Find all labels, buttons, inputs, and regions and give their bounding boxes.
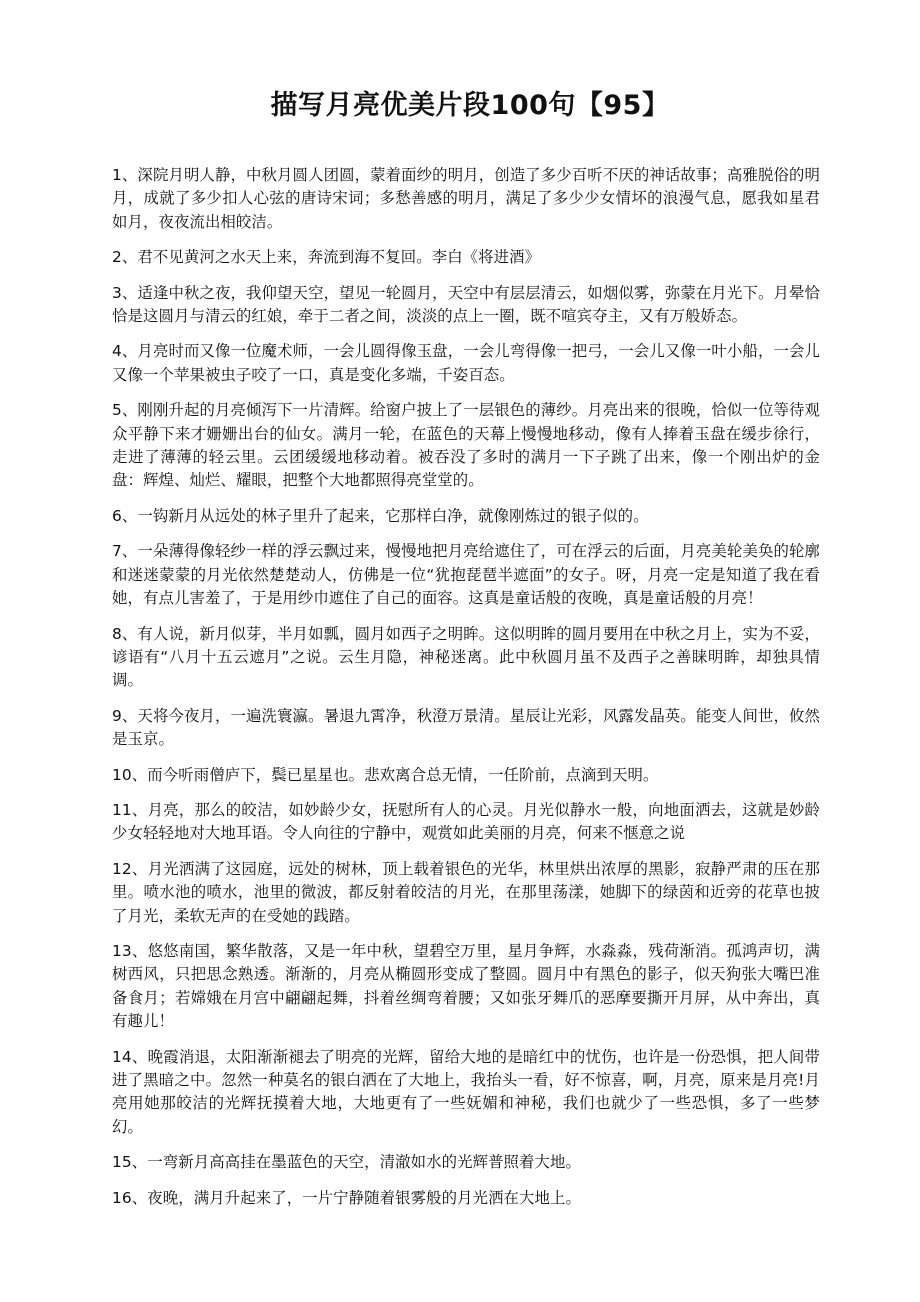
paragraph-12: 12、月光洒满了这园庭，远处的树林，顶上载着银色的光华，林里烘出浓厚的黑影，寂静严肃的压在那里。喷水池的喷水，池里的微波，都反射着皎洁的月光，在那里荡漾，她脚下的绿茵和近旁的花草也披了月光，柔软无声的在受她的践踏。	[112, 859, 820, 925]
paragraph-16: 16、夜晚，满月升起来了，一片宁静随着银雾般的月光洒在大地上。	[112, 1188, 582, 1207]
paragraph-6: 6、一钩新月从远处的林子里升了起来，它那样白净，就像刚炼过的银子似的。	[112, 506, 649, 525]
paragraph-3: 3、适逢中秋之夜，我仰望天空，望见一轮圆月，天空中有层层清云，如烟似雾，弥蒙在月光下。月晕恰恰是这圆月与清云的红娘，牵于二者之间，淡淡的点上一圈，既不喧宾夺主，又有万般娇态。	[112, 283, 820, 326]
paragraph-1: 1、深院月明人静，中秋月圆人团圆，蒙着面纱的明月，创造了多少百听不厌的神话故事；高雅脱俗的明月，成就了多少扣人心弦的唐诗宋词；多愁善感的明月，满足了多少少女情坏的浪漫气息，愿我如星君如月，夜夜流出相皎洁。	[112, 166, 820, 231]
paragraph-2: 2、君不见黄河之水天上来，奔流到海不复回。李白《将进酒》	[112, 248, 541, 267]
paragraph-4: 4、月亮时而又像一位魔术师，一会儿圆得像玉盘，一会儿弯得像一把弓，一会儿又像一叶小船，一会儿又像一个苹果被虫子咬了一口，真是变化多端，千姿百态。	[112, 342, 820, 384]
paragraph-9: 9、天将今夜月，一遍洗寰瀛。暑退九霄净，秋澄万景清。星辰让光彩，风露发晶英。能变人间世，攸然是玉京。	[112, 706, 820, 749]
document-title: 描写月亮优美片段100句【95】	[270, 90, 670, 121]
paragraph-10: 10、而今听雨僧庐下，鬓已星星也。悲欢离合总无情，一任阶前，点滴到天明。	[112, 765, 659, 784]
paragraph-8: 8、有人说，新月似芽，半月如瓢，圆月如西子之明眸。这似明眸的圆月要用在中秋之月上，实为不妥，谚语有“八月十五云遮月”之说。云生月隐，神秘迷离。此中秋圆月虽不及西子之善睐明眸，却独具情调。	[112, 624, 820, 690]
paragraph-13: 13、悠悠南国，繁华散落，又是一年中秋，望碧空万里，星月争辉，水淼淼，残荷渐消。孤鸿声切，满树西风，只把思念熟透。渐渐的，月亮从椭圆形变成了整圆。圆月中有黑色的影子，似天狗张大嘴巴准备食月；若嫦娥在月宫中翩翩起舞，抖着丝绸弯着腰；又如张牙舞爪的恶摩要撕开月屏，从中奔出，真有趣儿！	[112, 941, 820, 1031]
paragraph-14: 14、晚霞消退，太阳渐渐褪去了明亮的光辉，留给大地的是暗红中的忧伤，也许是一份恐惧，把人间带进了黑暗之中。忽然一种莫名的银白洒在了大地上，我抬头一看，好不惊喜，啊，月亮，原来是月亮!月亮用她那皎洁的光辉抚摸着大地，大地更有了一些妩媚和神秘，我们也就少了一些恐惧，多了一些梦幻。	[112, 1047, 820, 1136]
paragraph-7: 7、一朵薄得像轻纱一样的浮云飘过来，慢慢地把月亮给遮住了，可在浮云的后面，月亮美轮美奂的轮廓和迷迷蒙蒙的月光依然楚楚动人，仿佛是一位“犹抱琵琶半遮面”的女子。呀，月亮一定是知道了我在看她，有点儿害羞了，于是用纱巾遮住了自己的面容。这真是童话般的夜晚，真是童话般的月亮！	[112, 542, 820, 608]
paragraph-15: 15、一弯新月高高挂在墨蓝色的天空，清澈如水的光辉普照着大地。	[112, 1153, 582, 1172]
paragraph-5: 5、刚刚升起的月亮倾泻下一片清辉。给窗户披上了一层银色的薄纱。月亮出来的很晚，恰似一位等待观众平静下来才姗姗出台的仙女。满月一轮，在蓝色的天幕上慢慢地移动，像有人捧着玉盘在缓步徐行，走进了薄薄的轻云里。云团缓缓地移动着。被吞没了多时的满月一下子跳了出来，像一个刚出炉的金盘：辉煌、灿烂、耀眼，把整个大地都照得亮堂堂的。	[112, 401, 820, 490]
paragraph-list	[112, 164, 820, 1210]
paragraph-11: 11、月亮，那么的皎洁，如妙龄少女，抚慰所有人的心灵。月光似静水一般，向地面洒去，这就是妙龄少女轻轻地对大地耳语。令人向往的宁静中，观赏如此美丽的月亮，何来不惬意之说	[112, 800, 820, 843]
